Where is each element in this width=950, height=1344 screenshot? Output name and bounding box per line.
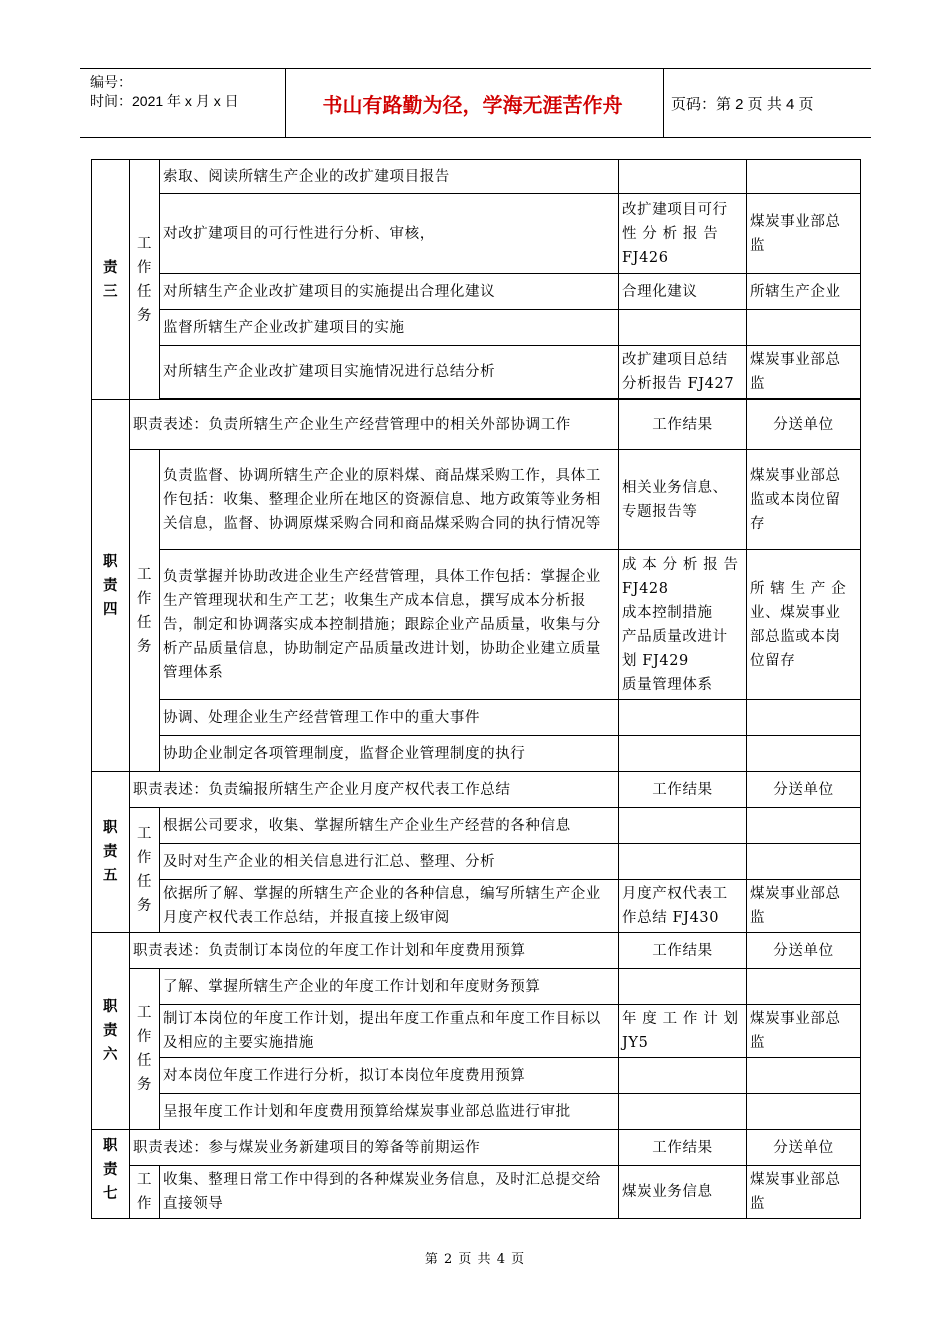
dest-cell: 煤炭事业部总 监 <box>747 1005 861 1058</box>
task-label: 工 作 任 务 <box>130 160 160 400</box>
document-number-label: 编号： <box>90 74 132 90</box>
responsibility-statement: 职责表述：负责编报所辖生产企业月度产权代表工作总结 <box>130 772 619 808</box>
task-cell: 监督所辖生产企业改扩建项目的实施 <box>160 310 619 346</box>
task-cell: 了解、掌握所辖生产企业的年度工作计划和年度财务预算 <box>160 969 619 1005</box>
dest-header: 分送单位 <box>747 772 861 808</box>
dest-cell <box>747 736 861 772</box>
result-header: 工作结果 <box>619 772 747 808</box>
responsibility-label: 责 三 <box>92 160 130 400</box>
task-cell: 收集、整理日常工作中得到的各种煤炭业务信息，及时汇总提交给直接领导 <box>160 1166 619 1219</box>
result-cell <box>619 969 747 1005</box>
result-header: 工作结果 <box>619 933 747 969</box>
task-cell: 呈报年度工作计划和年度费用预算给煤炭事业部总监进行审批 <box>160 1094 619 1130</box>
table-row <box>92 274 861 310</box>
task-cell: 根据公司要求，收集、掌握所辖生产企业生产经营的各种信息 <box>160 808 619 844</box>
result-cell: 改扩建项目可行 性 分 析 报 告 FJ426 <box>619 194 747 274</box>
task-cell: 负责监督、协调所辖生产企业的原料煤、商品煤采购工作，具体工作包括：收集、整理企业所在地区的资源信息、地方政策等业务相关信息，监督、协调原煤采购合同和商品煤采购合同的执行情况等 <box>160 450 619 550</box>
document-time-label: 时间：2021 年 x 月 x 日 <box>90 93 239 109</box>
table-row <box>92 736 861 772</box>
result-cell <box>619 844 747 880</box>
dest-cell: 煤炭事业部总 监或本岗位留 存 <box>747 450 861 550</box>
table-row <box>92 310 861 346</box>
result-cell: 相关业务信息、 专题报告等 <box>619 450 747 550</box>
header-divider <box>663 69 664 137</box>
table-row <box>92 880 861 933</box>
result-cell: 合理化建议 <box>619 274 747 310</box>
result-cell <box>619 1058 747 1094</box>
dest-header: 分送单位 <box>747 933 861 969</box>
page-footer: 第 2 页 共 4 页 <box>424 1252 526 1267</box>
header-page-label: 页码：第 2 页 共 4 页 <box>671 95 814 113</box>
dest-cell <box>747 844 861 880</box>
dest-cell: 煤炭事业部总 监 <box>747 880 861 933</box>
page-header <box>80 68 871 138</box>
responsibility-statement: 职责表述：负责制订本岗位的年度工作计划和年度费用预算 <box>130 933 619 969</box>
table-row <box>92 1005 861 1058</box>
result-cell <box>619 160 747 194</box>
table-row <box>92 969 861 1005</box>
table-row <box>92 700 861 736</box>
responsibility-statement: 职责表述：负责所辖生产企业生产经营管理中的相关外部协调工作 <box>130 400 619 450</box>
result-cell: 成 本 分 析 报 告 FJ428 成本控制措施 产品质量改进计 划 FJ429 质量管理体系 <box>619 550 747 700</box>
result-cell <box>619 1094 747 1130</box>
result-cell: 改扩建项目总结 分析报告 FJ427 <box>619 346 747 399</box>
task-cell: 制订本岗位的年度工作计划，提出年度工作重点和年度工作目标以及相应的主要实施措施 <box>160 1005 619 1058</box>
task-label: 工 作 <box>130 1166 160 1219</box>
table-row <box>92 346 861 399</box>
dest-cell <box>747 969 861 1005</box>
dest-cell <box>747 160 861 194</box>
responsibility-label: 职 责 七 <box>92 1130 130 1219</box>
dest-cell: 煤炭事业部总 监 <box>747 346 861 399</box>
table-row <box>92 1130 861 1166</box>
result-cell: 年 度 工 作 计 划 JY5 <box>619 1005 747 1058</box>
table-row <box>92 772 861 808</box>
task-label: 工 作 任 务 <box>130 969 160 1130</box>
table-row <box>92 550 861 700</box>
responsibility-label: 职 责 六 <box>92 933 130 1130</box>
result-cell <box>619 700 747 736</box>
table-row <box>92 1166 861 1219</box>
task-cell: 对改扩建项目的可行性进行分析、审核， <box>160 194 619 274</box>
header-motto: 书山有路勤为径，学海无涯苦作舟 <box>322 92 623 117</box>
table-row <box>92 1094 861 1130</box>
task-cell: 依据所了解、掌握的所辖生产企业的各种信息，编写所辖生产企业月度产权代表工作总结，并报直接上级审阅 <box>160 880 619 933</box>
dest-cell <box>747 1058 861 1094</box>
table-row <box>92 450 861 550</box>
dest-cell: 所辖生产企业 <box>747 274 861 310</box>
dest-cell <box>747 808 861 844</box>
task-cell: 对本岗位年度工作进行分析，拟订本岗位年度费用预算 <box>160 1058 619 1094</box>
result-cell <box>619 310 747 346</box>
responsibility-label: 职 责 四 <box>92 400 130 772</box>
task-label: 工 作 任 务 <box>130 808 160 933</box>
result-cell: 煤炭业务信息 <box>619 1166 747 1219</box>
result-cell: 月度产权代表工 作总结 FJ430 <box>619 880 747 933</box>
dest-cell <box>747 1094 861 1130</box>
result-header: 工作结果 <box>619 400 747 450</box>
result-cell <box>619 736 747 772</box>
header-meta <box>90 73 239 111</box>
task-cell: 及时对生产企业的相关信息进行汇总、整理、分析 <box>160 844 619 880</box>
task-cell: 对所辖生产企业改扩建项目的实施提出合理化建议 <box>160 274 619 310</box>
table-row <box>92 844 861 880</box>
table-row <box>92 1058 861 1094</box>
dest-cell: 所 辖 生 产 企 业、煤炭事业 部总监或本岗 位留存 <box>747 550 861 700</box>
responsibility-label: 职 责 五 <box>92 772 130 933</box>
result-header: 工作结果 <box>619 1130 747 1166</box>
table-row <box>92 808 861 844</box>
responsibility-statement: 职责表述：参与煤炭业务新建项目的筹备等前期运作 <box>130 1130 619 1166</box>
task-cell: 对所辖生产企业改扩建项目实施情况进行总结分析 <box>160 346 619 399</box>
dest-cell <box>747 310 861 346</box>
dest-cell <box>747 700 861 736</box>
table-row <box>92 194 861 274</box>
task-cell: 协调、处理企业生产经营管理工作中的重大事件 <box>160 700 619 736</box>
result-cell <box>619 808 747 844</box>
task-cell: 索取、阅读所辖生产企业的改扩建项目报告 <box>160 160 619 194</box>
table-row <box>92 400 861 450</box>
dest-cell: 煤炭事业部总 监 <box>747 1166 861 1219</box>
dest-header: 分送单位 <box>747 1130 861 1166</box>
dest-cell: 煤炭事业部总 监 <box>747 194 861 274</box>
table-row <box>92 160 861 194</box>
task-cell: 协助企业制定各项管理制度，监督企业管理制度的执行 <box>160 736 619 772</box>
responsibility-table <box>91 159 861 1219</box>
task-label: 工 作 任 务 <box>130 450 160 772</box>
task-cell: 负责掌握并协助改进企业生产经营管理，具体工作包括：掌握企业生产管理现状和生产工艺；收集生产成本信息，撰写成本分析报告，制定和协调落实成本控制措施；跟踪企业产品质量，收集与分析产品质量信息，协助制定产品质量改进计划，协助企业建立质量管理体系 <box>160 550 619 700</box>
dest-header: 分送单位 <box>747 400 861 450</box>
table-row <box>92 933 861 969</box>
